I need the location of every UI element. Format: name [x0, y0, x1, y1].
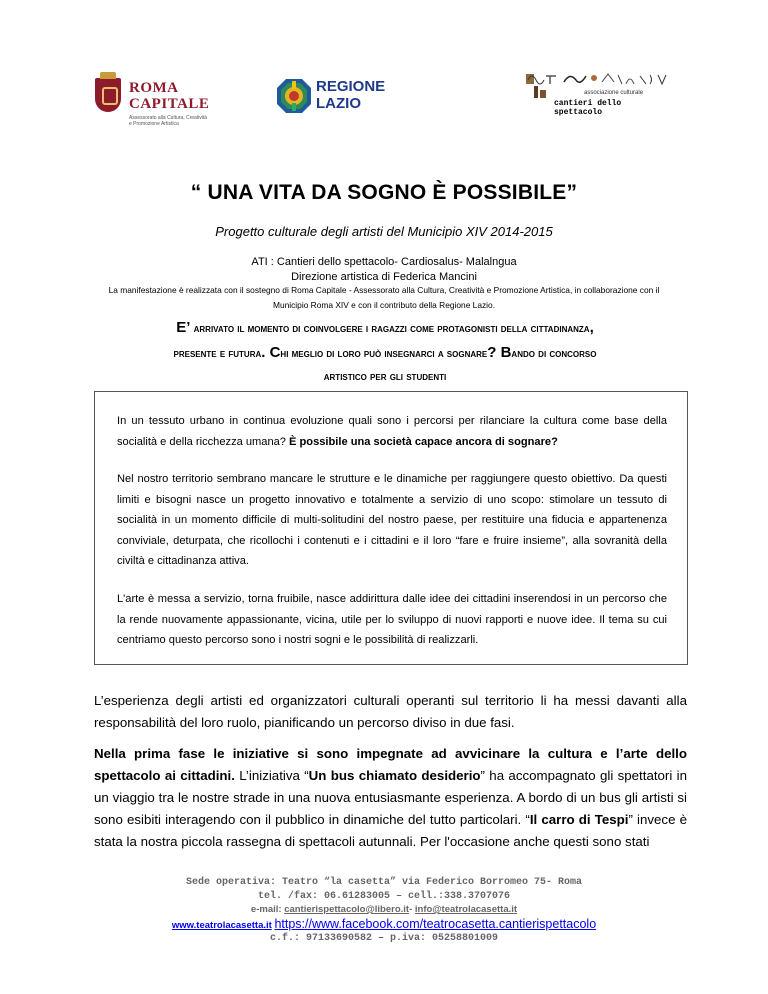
regione-lazio-logo	[276, 76, 386, 126]
body-p2-text1: L’iniziativa “	[234, 768, 309, 783]
footer-phone: tel. /fax: 06.61283005 – cell.:338.3707076	[257, 891, 511, 902]
box-p1-bold: È possibile una società capace ancora di sognare?	[289, 435, 558, 448]
footer-website-link[interactable]: www.teatrolacasetta.it	[171, 920, 272, 931]
roma-logo-line2: CAPITALE	[129, 96, 210, 112]
footer-email-link-2[interactable]: info@teatrolacasetta.it	[414, 904, 518, 915]
call-headline	[60, 316, 710, 389]
roma-capitale-shield-icon	[95, 78, 121, 112]
body-p2-text3: ” invece è stata la nostra piccola rassegna di spettacoli autunnali. Per l'occasione anche questi sono stati	[94, 812, 688, 849]
footer-tax-ids: c.f.: 97133690582 – p.iva: 05258801009	[269, 933, 499, 944]
sponsor-note-line2: Municipio Roma XIV e con il contributo della Regione Lazio.	[272, 300, 496, 310]
lazio-logo-line2: LAZIO	[316, 95, 361, 112]
roma-logo-line1: ROMA	[129, 80, 179, 96]
box-p1-text: In un tessuto urbano in continua evoluzione quali sono i percorsi per rilanciare la cultura come base della socialità e della ricchezza umana?	[117, 415, 667, 448]
headline-l2e: ando di concorso	[511, 348, 597, 360]
document-title: “ UNA VITA DA SOGNO È POSSIBILE”	[190, 181, 578, 204]
headline-l2d: ? B	[487, 344, 512, 361]
footer-email-link-1[interactable]: cantierispettacolo@libero.it	[284, 904, 410, 915]
headline-l1b: arrivato il momento di coinvolgere i ragazzi come protagonisti della cittadinanza	[190, 323, 590, 335]
direction-line: Direzione artistica di Federica Mancini	[291, 271, 477, 283]
lazio-logo-line1: REGIONE	[316, 78, 386, 95]
footer-address: Sede operativa: Teatro “la casetta” via Federico Borromeo 75- Roma	[185, 877, 583, 888]
footer-email-sep: -	[409, 904, 415, 915]
sponsor-note-line1: La manifestazione è realizzata con il sostegno di Roma Capitale - Assessorato alla Cultura, Creatività e Promozione Artistica, in collaborazione con il	[108, 285, 660, 295]
box-paragraph-1	[117, 411, 667, 452]
headline-line3: artistico per gli studenti	[323, 371, 447, 383]
body-p2-bold2: Un bus chiamato desiderio	[308, 768, 481, 783]
regione-lazio-emblem-icon	[276, 78, 312, 114]
box-paragraph-2: Nel nostro territorio sembrano mancare le strutture e le dinamiche per raggiungere questo obiettivo. Da questi limiti e bisogni nasce un progetto innovativo e totalmente a servizio di uno scopo: stimolare un tessuto di socialità in un momento difficile di multi-solitudini del nostro paese, per restituire una fiducia e appartenenza conviviale, deturpata, che ricollochi i contenuti e i cittadini e il loro “fare e fruire insieme”, alla sovranità della civiltà e cittadinanza attiva.	[117, 473, 667, 567]
body-p2-bold3: Il carro di Tespi	[529, 812, 629, 827]
document-subtitle: Progetto culturale degli artisti del Municipio XIV 2014-2015	[215, 224, 553, 239]
sponsor-note	[10, 283, 758, 313]
body-paragraph-2	[94, 743, 687, 853]
cantieri-assoc-label: associazione culturale	[584, 90, 644, 96]
cantieri-name: cantieri dello spettacolo	[554, 99, 622, 117]
headline-line2	[60, 341, 710, 366]
footer-facebook-link[interactable]: https://www.facebook.com/teatrocasetta.cantierispettacolo	[274, 917, 597, 931]
cantieri-spettacolo-logo	[524, 72, 674, 122]
headline-l2a: presente e futura	[173, 348, 262, 360]
headline-l1a: E’	[176, 319, 191, 336]
box-paragraph-3: L'arte è messa a servizio, torna fruibile, nasce addirittura dalle idee dei cittadini inserendosi in un percorso che la rende nuovamente appassionante, vicina, utile per lo sviluppo di nuovi rapporti e nuove idee. Il tema su cui centriamo questo percorso sono i nostri sogni e le possibilità di realizzarli.	[117, 593, 667, 646]
body-p2-bold1: Nella prima fase le iniziative si sono impegnate ad avvicinare la cultura e l’arte dello spettacolo ai cittadini.	[94, 746, 687, 783]
headline-l2c: hi meglio di loro può insegnarci a sognare	[280, 348, 488, 360]
footer-email-prefix: e-mail:	[250, 904, 285, 915]
headline-l2b: . C	[261, 344, 281, 361]
roma-capitale-logo	[95, 72, 210, 128]
ati-line: ATI : Cantieri dello spettacolo- Cardiosalus- Malalngua	[251, 256, 517, 268]
headline-line1	[60, 316, 710, 341]
body-paragraph-1: L’esperienza degli artisti ed organizzatori culturali operanti sul territorio li ha messi davanti alla responsabilità del loro ruolo, pianificando un percorso diviso in due fasi.	[94, 693, 687, 730]
roma-logo-subtitle: Assessorato alla Cultura, Creatività e Promozione Artistica	[129, 115, 208, 127]
footer-email-line	[0, 903, 768, 917]
body-p2-text2: ” ha accompagnato gli spettatori in un viaggio tra le nostre strade in una nuova entusiasmante esperienza. A bordo di un bus gli artisti si sono esibiti interagendo con il pubblico in dinamiche del tutto particolari. “	[94, 768, 687, 827]
headline-l1c: ,	[589, 319, 594, 336]
